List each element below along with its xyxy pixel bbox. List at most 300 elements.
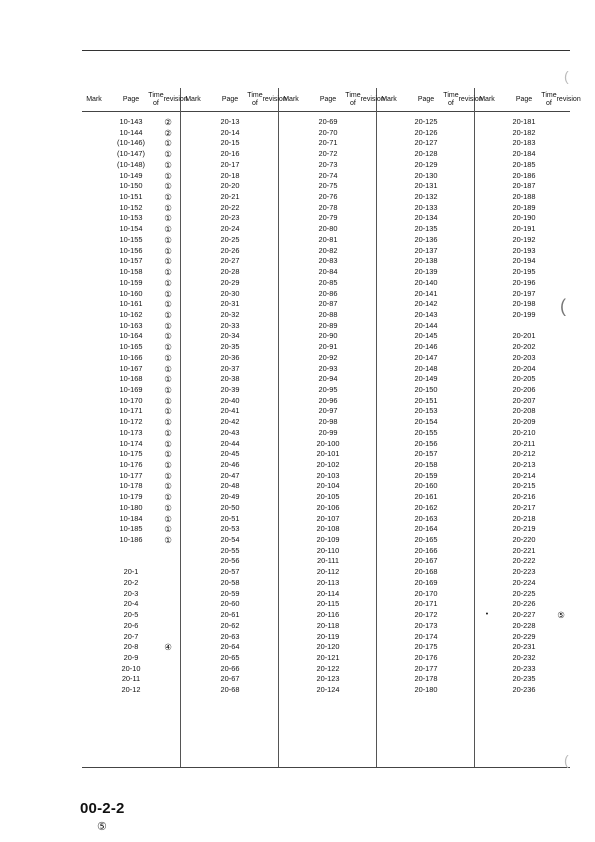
table-row (181, 299, 279, 310)
table-row (181, 213, 279, 224)
table-row (377, 246, 475, 257)
table-row (377, 181, 475, 192)
table-row (377, 578, 475, 589)
table-row (82, 331, 180, 342)
table-row (377, 342, 475, 353)
row-revision: ① (164, 342, 172, 353)
table-row (181, 492, 279, 503)
row-page: 20-142 (414, 299, 438, 309)
row-page: 10-151 (119, 192, 143, 202)
row-page: 20-184 (512, 149, 536, 159)
row-revision: ① (164, 449, 172, 460)
row-revision: ① (164, 395, 172, 406)
row-page: 10-171 (119, 406, 143, 416)
row-page: 20-129 (414, 159, 438, 169)
table-row (181, 653, 279, 664)
row-page: 20-160 (414, 481, 438, 491)
row-revision: ① (164, 192, 172, 203)
row-revision: ① (164, 224, 172, 235)
row-page: 10-144 (119, 127, 143, 137)
row-page: 20-110 (316, 545, 340, 555)
table-row (377, 524, 475, 535)
table-row (82, 503, 180, 514)
table-row (181, 246, 279, 257)
row-page: 20-119 (316, 631, 340, 641)
table-row (279, 224, 377, 235)
header-page: Page (515, 95, 533, 103)
row-page: 20-85 (318, 277, 338, 287)
table-row (181, 342, 279, 353)
table-row (377, 171, 475, 182)
row-page: 20-72 (318, 149, 338, 159)
row-page: 20-168 (414, 567, 438, 577)
table-row (377, 621, 475, 632)
table-row (82, 192, 180, 203)
table-row (475, 621, 573, 632)
row-page: 20-69 (318, 117, 338, 126)
row-page: 20-167 (414, 556, 438, 566)
row-page: 20-60 (220, 599, 240, 609)
row-page: 20-172 (414, 610, 438, 620)
table-row (377, 653, 475, 664)
column-group-5 (475, 117, 573, 696)
table-row (475, 524, 573, 535)
table-row (181, 128, 279, 139)
row-revision: ① (164, 513, 172, 524)
row-page: 20-189 (512, 202, 536, 212)
table-row (181, 331, 279, 342)
row-page: 10-177 (119, 470, 143, 480)
table-row (181, 546, 279, 557)
table-row (82, 203, 180, 214)
header-time-of-revision (247, 88, 287, 111)
table-row (377, 503, 475, 514)
table-row (279, 621, 377, 632)
row-page: 20-210 (512, 427, 536, 437)
table-row (82, 621, 180, 632)
row-page: 20-147 (414, 352, 438, 362)
table-row (82, 439, 180, 450)
row-page: 20-31 (220, 299, 240, 309)
table-row (475, 460, 573, 471)
row-page: 20-124 (316, 685, 340, 695)
row-page: 20-7 (123, 631, 139, 641)
row-revision: ① (164, 470, 172, 481)
row-page: 20-89 (318, 320, 338, 330)
row-page: 20-157 (414, 449, 438, 459)
table-row (475, 481, 573, 492)
table-row (82, 632, 180, 643)
table-row (279, 589, 377, 600)
table-row (82, 321, 180, 332)
table-row (181, 385, 279, 396)
table-row (279, 610, 377, 621)
row-page: 20-217 (512, 502, 536, 512)
table-row (82, 471, 180, 482)
table-row (181, 364, 279, 375)
table-row (279, 514, 377, 525)
row-page: 20-57 (220, 567, 240, 577)
table-row (181, 439, 279, 450)
row-page: 20-198 (512, 299, 536, 309)
row-page: 20-220 (512, 535, 536, 545)
row-page: 20-182 (512, 127, 536, 137)
row-page: 20-145 (414, 331, 438, 341)
row-page: 20-100 (316, 438, 340, 448)
table-row (475, 492, 573, 503)
table-row (279, 524, 377, 535)
table-row (475, 642, 573, 653)
row-revision: ① (164, 406, 172, 417)
table-row (181, 642, 279, 653)
row-page: 10-173 (119, 427, 143, 437)
table-row (475, 396, 573, 407)
row-page: 20-75 (318, 181, 338, 191)
row-page: 20-216 (512, 492, 536, 502)
table-row (475, 578, 573, 589)
row-revision: ① (164, 320, 172, 331)
row-page: 20-108 (316, 524, 340, 534)
column-group-4 (377, 117, 475, 696)
row-page: 10-165 (119, 342, 143, 352)
table-row (181, 192, 279, 203)
table-row (181, 599, 279, 610)
row-page: 20-188 (512, 192, 536, 202)
row-page: 10-143 (119, 117, 143, 126)
table-row (475, 514, 573, 525)
table-row (377, 235, 475, 246)
row-page: 20-123 (316, 674, 340, 684)
table-row (279, 385, 377, 396)
row-page: 20-227 (512, 610, 536, 620)
row-page: 20-43 (220, 427, 240, 437)
row-page: 20-26 (220, 245, 240, 255)
row-page: 20-177 (414, 663, 438, 673)
row-page: 20-156 (414, 438, 438, 448)
table-row (377, 642, 475, 653)
row-page: 20-79 (318, 213, 338, 223)
row-page: 20-197 (512, 288, 536, 298)
table-row (377, 471, 475, 482)
table-row (377, 160, 475, 171)
row-page: 20-13 (220, 117, 240, 126)
row-page: 20-11 (121, 674, 141, 684)
row-page: 20-136 (414, 234, 438, 244)
row-revision: ① (164, 535, 172, 546)
row-page: 10-186 (119, 535, 143, 545)
table-row (279, 599, 377, 610)
row-page: 20-40 (220, 395, 240, 405)
table-row (181, 374, 279, 385)
table-row (279, 171, 377, 182)
table-row (181, 632, 279, 643)
row-page: 20-62 (220, 620, 240, 630)
table-row (279, 471, 377, 482)
table-row (377, 289, 475, 300)
table-row (475, 653, 573, 664)
row-page: 20-44 (220, 438, 240, 448)
table-row (475, 128, 573, 139)
table-row (181, 428, 279, 439)
row-page: 20-224 (512, 577, 536, 587)
row-page: 20-174 (414, 631, 438, 641)
row-page: 20-80 (318, 224, 338, 234)
row-page: 20-139 (414, 267, 438, 277)
row-page: 20-27 (220, 256, 240, 266)
table-row (475, 203, 573, 214)
row-page: 20-97 (318, 406, 338, 416)
table-row (377, 267, 475, 278)
row-page: 20-215 (512, 481, 536, 491)
table-row (279, 342, 377, 353)
row-page: 20-45 (220, 449, 240, 459)
row-page: 20-138 (414, 256, 438, 266)
table-row (475, 267, 573, 278)
table-row (475, 406, 573, 417)
table-row (377, 331, 475, 342)
row-page: 20-78 (318, 202, 338, 212)
row-page: 20-106 (316, 502, 340, 512)
table-row (279, 556, 377, 567)
table-row (82, 524, 180, 535)
row-page: 20-70 (318, 127, 338, 137)
table-row (279, 664, 377, 675)
row-page: 20-155 (414, 427, 438, 437)
table-row (82, 385, 180, 396)
table-row (475, 138, 573, 149)
table-row (181, 160, 279, 171)
row-page: 20-133 (414, 202, 438, 212)
table-row (279, 181, 377, 192)
row-page: 20-42 (220, 417, 240, 427)
row-page: 20-192 (512, 234, 536, 244)
table-row (475, 353, 573, 364)
header-time-line1: Time of (541, 91, 557, 107)
table-row (181, 310, 279, 321)
row-page: 20-59 (220, 588, 240, 598)
row-revision: ① (164, 202, 172, 213)
row-page: 20-204 (512, 363, 536, 373)
table-row (82, 492, 180, 503)
row-page: 20-88 (318, 309, 338, 319)
table-row (181, 589, 279, 600)
table-row (181, 471, 279, 482)
table-row (279, 321, 377, 332)
table-row (82, 578, 180, 589)
row-page: 10-154 (119, 224, 143, 234)
table-row (82, 556, 180, 567)
table-row (377, 117, 475, 128)
header-rule (82, 111, 570, 112)
table-row (82, 246, 180, 257)
row-page: 20-135 (414, 224, 438, 234)
table-row (279, 492, 377, 503)
table-row (475, 246, 573, 257)
header-time-line1: Time of (443, 91, 459, 107)
table-row (377, 374, 475, 385)
row-page: 20-150 (414, 384, 438, 394)
table-row (279, 310, 377, 321)
header-time-line2: revision (458, 95, 483, 103)
row-page: 20-203 (512, 352, 536, 362)
table-row (181, 171, 279, 182)
row-page: 20-162 (414, 502, 438, 512)
row-page: 20-32 (220, 309, 240, 319)
row-page: 20-171 (414, 599, 438, 609)
header-time-line2: revision (556, 95, 581, 103)
row-page: 20-34 (220, 331, 240, 341)
table-row (181, 514, 279, 525)
row-page: 20-212 (512, 449, 536, 459)
table-row (181, 278, 279, 289)
row-page: 10-167 (119, 363, 143, 373)
table-row (475, 299, 573, 310)
table-row (475, 289, 573, 300)
table-row (181, 181, 279, 192)
table-row (377, 556, 475, 567)
table-row (82, 289, 180, 300)
row-page: 20-41 (220, 406, 240, 416)
row-page: 20-74 (318, 170, 338, 180)
table-row (82, 353, 180, 364)
table-row (82, 128, 180, 139)
table-row (377, 439, 475, 450)
table-row (279, 460, 377, 471)
row-page: 20-39 (220, 384, 240, 394)
row-page: 20-35 (220, 342, 240, 352)
table-row (82, 685, 180, 696)
row-page: 20-12 (121, 685, 141, 695)
header-mark: Mark (381, 95, 397, 103)
table-row (181, 567, 279, 578)
row-revision: ① (164, 299, 172, 310)
table-row (475, 664, 573, 675)
header-page: Page (319, 95, 337, 103)
row-page: 20-164 (414, 524, 438, 534)
row-page: 20-8 (123, 642, 139, 652)
row-revision: ① (164, 245, 172, 256)
table-row (279, 364, 377, 375)
row-page: 20-37 (220, 363, 240, 373)
column-group-1 (82, 117, 180, 696)
row-page: 20-93 (318, 363, 338, 373)
row-page: 20-229 (512, 631, 536, 641)
header-page: Page (122, 95, 140, 103)
table-row (377, 449, 475, 460)
row-page: 20-17 (220, 159, 240, 169)
table-row (279, 632, 377, 643)
row-page: 20-201 (512, 331, 536, 341)
row-page: 20-221 (512, 545, 536, 555)
table-row (475, 610, 573, 621)
row-page: 20-226 (512, 599, 536, 609)
row-page: 20-92 (318, 352, 338, 362)
row-page: 20-181 (512, 117, 536, 126)
header-time-of-revision (148, 88, 188, 111)
table-row (279, 535, 377, 546)
row-page: 10-163 (119, 320, 143, 330)
table-row (377, 406, 475, 417)
row-page: 20-95 (318, 384, 338, 394)
row-page: 10-153 (119, 213, 143, 223)
row-page: 10-159 (119, 277, 143, 287)
row-page: 10-161 (119, 299, 143, 309)
row-revision: ① (164, 277, 172, 288)
row-page: 20-191 (512, 224, 536, 234)
table-row (82, 396, 180, 407)
row-page: 20-176 (414, 652, 438, 662)
table-row (279, 578, 377, 589)
table-row (279, 439, 377, 450)
table-row (82, 213, 180, 224)
row-revision: ① (164, 181, 172, 192)
table-row (279, 299, 377, 310)
row-page: 20-10 (121, 663, 141, 673)
table-row (82, 589, 180, 600)
row-revision: ① (164, 460, 172, 470)
table-row (377, 256, 475, 267)
row-page: 10-155 (119, 234, 143, 244)
table-row (82, 599, 180, 610)
row-page: 10-166 (119, 352, 143, 362)
row-page: 20-185 (512, 159, 536, 169)
row-page: 10-169 (119, 384, 143, 394)
row-revision: ① (164, 159, 172, 170)
row-page: 20-4 (123, 599, 139, 609)
row-page: 20-99 (318, 427, 338, 437)
header-time-line2: revision (163, 95, 188, 103)
row-page: 20-233 (512, 663, 536, 673)
row-page: 10-168 (119, 374, 143, 384)
binding-mark-icon: ( (564, 68, 569, 84)
table-row (475, 428, 573, 439)
table-row (377, 481, 475, 492)
row-page: 20-131 (414, 181, 438, 191)
row-page: 10-158 (119, 267, 143, 277)
row-page: 20-178 (414, 674, 438, 684)
table-row (279, 213, 377, 224)
header-page: Page (417, 95, 435, 103)
table-row (82, 449, 180, 460)
table-row (82, 138, 180, 149)
table-row (181, 289, 279, 300)
table-row (377, 203, 475, 214)
row-revision: ② (164, 127, 172, 138)
row-page: 20-196 (512, 277, 536, 287)
row-page: 20-137 (414, 245, 438, 255)
table-row (279, 117, 377, 128)
row-page: 20-105 (316, 492, 340, 502)
row-page: 20-20 (220, 181, 240, 191)
table-row (377, 224, 475, 235)
row-page: 20-161 (414, 492, 438, 502)
table-row (82, 278, 180, 289)
row-page: 20-113 (316, 577, 340, 587)
row-page: 20-109 (316, 535, 340, 545)
row-page: 20-54 (220, 535, 240, 545)
row-page: 20-25 (220, 234, 240, 244)
table-row (279, 449, 377, 460)
row-revision: ① (164, 417, 172, 428)
row-page: 20-49 (220, 492, 240, 502)
table-row (279, 674, 377, 685)
table-row (377, 385, 475, 396)
table-row (82, 610, 180, 621)
row-page: 20-46 (220, 460, 240, 469)
row-page: 20-14 (220, 127, 240, 137)
table-row (279, 396, 377, 407)
table-row (377, 149, 475, 160)
